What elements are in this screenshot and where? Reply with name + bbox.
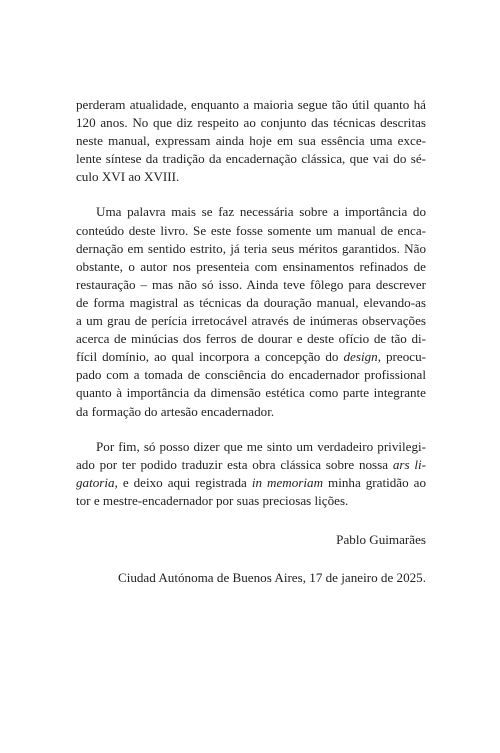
text-line bbox=[76, 456, 426, 474]
text-line: a um grau de perícia irretocável através de inúmeras observações bbox=[76, 313, 426, 329]
text-line: conteúdo deste livro. Se este fosse somente um manual de enca- bbox=[76, 222, 426, 238]
text-line bbox=[76, 348, 426, 366]
text-line: tor e mestre-encadernador por suas preciosas lições. bbox=[76, 492, 349, 508]
place-date: Ciudad Autónoma de Buenos Aires, 17 de janeiro de 2025. bbox=[117, 570, 426, 586]
text-line: lente síntese da tradição da encadernação clássica, que vai do sé- bbox=[76, 151, 426, 167]
text-line: Uma palavra mais se faz necessária sobre a importância do bbox=[96, 204, 426, 220]
paragraph-2 bbox=[76, 203, 426, 420]
italic-term: ars li- bbox=[392, 456, 426, 472]
text-fragment: , e deixo aqui registrada bbox=[114, 474, 252, 490]
text-line: de forma magistral as técnicas da douração manual, elevando-as bbox=[76, 294, 426, 310]
text-line: restauração – mas não só isso. Ainda teve fôlego para descrever bbox=[76, 276, 426, 292]
text-line: acerca de minúcias dos ferros de dourar e deste ofício de tão di- bbox=[76, 331, 426, 347]
paragraph-3 bbox=[76, 438, 426, 510]
paragraph-1 bbox=[76, 96, 426, 186]
text-line: pado com a tomada de consciência do encadernador profissional bbox=[76, 367, 426, 383]
text-line: neste manual, expressam ainda hoje em sua essência uma exce- bbox=[76, 133, 426, 149]
text-line: Por fim, só posso dizer que me sinto um verdadeiro privilegi- bbox=[96, 438, 426, 454]
italic-term: in memoriam bbox=[251, 474, 324, 490]
italic-term: gatoria bbox=[76, 474, 115, 490]
signature: Pablo Guimarães bbox=[336, 531, 426, 547]
text-line: 120 anos. No que diz respeito ao conjunto das técnicas descritas bbox=[76, 115, 426, 131]
text-line: da formação do artesão encadernador. bbox=[76, 403, 275, 419]
text-body bbox=[76, 96, 426, 587]
text-line: quanto à importância da dimensão estética como parte integrante bbox=[76, 385, 426, 401]
text-line: dernação em sentido estrito, já teria seus méritos garantidos. Não bbox=[76, 240, 426, 256]
text-fragment: fícil domínio, ao qual incorpora a concepção do bbox=[76, 349, 344, 365]
text-fragment: ado por ter podido traduzir esta obra clássica sobre nossa bbox=[76, 456, 393, 472]
text-fragment: , preocu- bbox=[377, 349, 426, 365]
text-line: obstante, o autor nos presenteia com ensinamentos refinados de bbox=[76, 258, 426, 274]
text-line: culo XVI ao XVIII. bbox=[76, 169, 180, 185]
text-line bbox=[76, 474, 426, 492]
text-line: perderam atualidade, enquanto a maioria segue tão útil quanto há bbox=[76, 97, 426, 112]
text-fragment: minha gratidão ao bbox=[328, 474, 426, 490]
italic-term: design bbox=[343, 349, 378, 365]
